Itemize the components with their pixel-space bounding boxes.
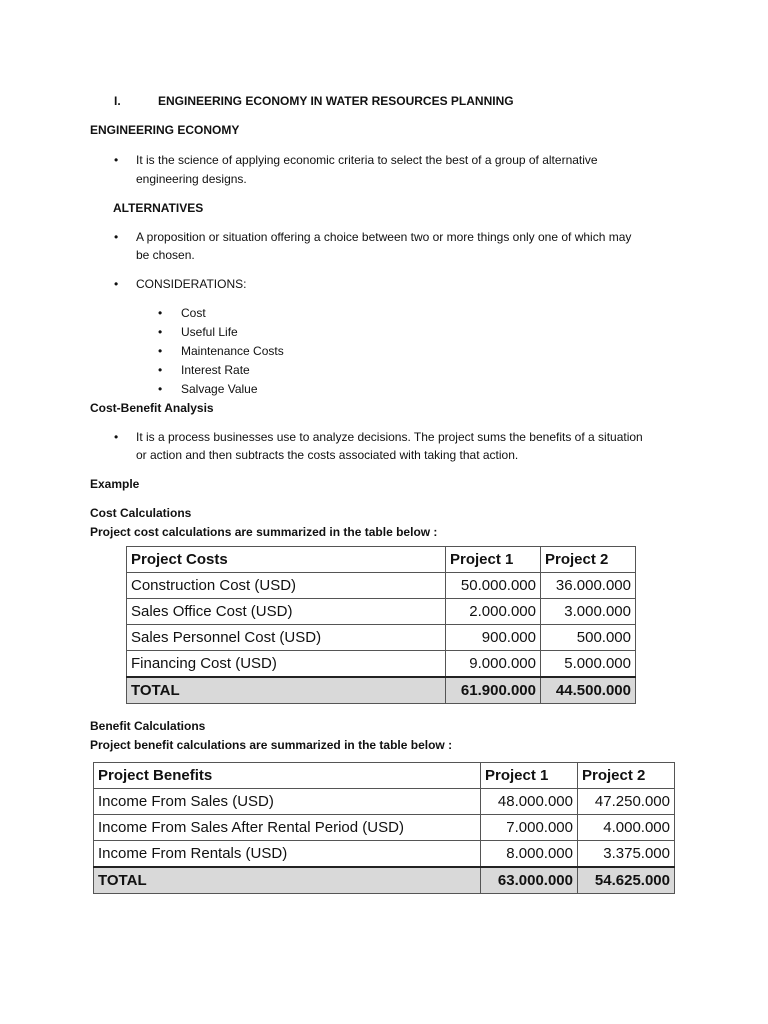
table-cell: Construction Cost (USD) [127,573,446,599]
table-cell: Sales Office Cost (USD) [127,599,446,625]
table-cell: Sales Personnel Cost (USD) [127,625,446,651]
bullet-symbol: • [158,325,163,339]
bullet-symbol: • [158,363,163,377]
benefit-table [93,762,675,894]
consideration-item: Interest Rate [181,363,250,377]
alternatives-definition-line2: be chosen. [136,248,195,262]
table-row [94,789,675,815]
table-header-cell: Project 2 [578,763,675,789]
table-cell: 47.250.000 [578,789,675,815]
engineering-economy-definition-line2: engineering designs. [136,172,247,186]
table-cell: 48.000.000 [481,789,578,815]
alternatives-heading: ALTERNATIVES [113,201,204,215]
table-row [127,625,636,651]
bullet-symbol: • [114,277,119,291]
table-header-cell: Project 1 [481,763,578,789]
cost-calculations-intro: Project cost calculations are summarized in the table below : [90,525,438,539]
table-cell: Income From Rentals (USD) [94,841,481,868]
table-cell: TOTAL [127,677,446,704]
alternatives-definition-line1: A proposition or situation offering a choice between two or more things only one of which may [136,230,632,244]
table-header-cell: Project 1 [446,547,541,573]
example-heading: Example [90,477,140,491]
table-row [127,651,636,678]
section-number: I. [114,94,121,108]
table-cell: 2.000.000 [446,599,541,625]
table-cell: 8.000.000 [481,841,578,868]
table-header-cell: Project 2 [541,547,636,573]
bullet-symbol: • [158,382,163,396]
consideration-item: Cost [181,306,206,320]
table-row [127,573,636,599]
table-header-row [94,763,675,789]
bullet-symbol: • [114,153,119,167]
cost-calculations-heading: Cost Calculations [90,506,192,520]
table-cell: 5.000.000 [541,651,636,678]
table-cell: 9.000.000 [446,651,541,678]
consideration-item: Salvage Value [181,382,258,396]
consideration-item: Maintenance Costs [181,344,284,358]
benefit-calculations-heading: Benefit Calculations [90,719,206,733]
table-cell: 500.000 [541,625,636,651]
bullet-symbol: • [114,230,119,244]
consideration-item: Useful Life [181,325,238,339]
table-cell: 44.500.000 [541,677,636,704]
table-cell: 4.000.000 [578,815,675,841]
table-cell: 61.900.000 [446,677,541,704]
table-row [94,815,675,841]
considerations-label: CONSIDERATIONS: [136,277,247,291]
table-cell: 54.625.000 [578,867,675,894]
bullet-symbol: • [114,430,119,444]
bullet-symbol: • [158,344,163,358]
table-cell: TOTAL [94,867,481,894]
engineering-economy-definition-line1: It is the science of applying economic criteria to select the best of a group of alternative [136,153,598,167]
table-cell: Income From Sales After Rental Period (USD) [94,815,481,841]
cost-benefit-definition-line1: It is a process businesses use to analyze decisions. The project sums the benefits of a situation [136,430,643,444]
table-cell: 3.000.000 [541,599,636,625]
table-cell: 3.375.000 [578,841,675,868]
table-row [94,841,675,868]
table-cell: 36.000.000 [541,573,636,599]
table-row [127,599,636,625]
table-header-cell: Project Costs [127,547,446,573]
table-header-row [127,547,636,573]
cost-table [126,546,636,704]
bullet-symbol: • [158,306,163,320]
cost-benefit-definition-line2: or action and then subtracts the costs associated with taking that action. [136,448,519,462]
table-header-cell: Project Benefits [94,763,481,789]
table-cell: 50.000.000 [446,573,541,599]
table-total-row [94,867,675,894]
table-cell: Financing Cost (USD) [127,651,446,678]
table-cell: 63.000.000 [481,867,578,894]
table-cell: 900.000 [446,625,541,651]
section-title: ENGINEERING ECONOMY IN WATER RESOURCES PLANNING [158,94,514,108]
benefit-calculations-intro: Project benefit calculations are summarized in the table below : [90,738,453,752]
table-cell: Income From Sales (USD) [94,789,481,815]
table-total-row [127,677,636,704]
cost-benefit-heading: Cost-Benefit Analysis [90,401,214,415]
table-cell: 7.000.000 [481,815,578,841]
engineering-economy-heading: ENGINEERING ECONOMY [90,123,240,137]
